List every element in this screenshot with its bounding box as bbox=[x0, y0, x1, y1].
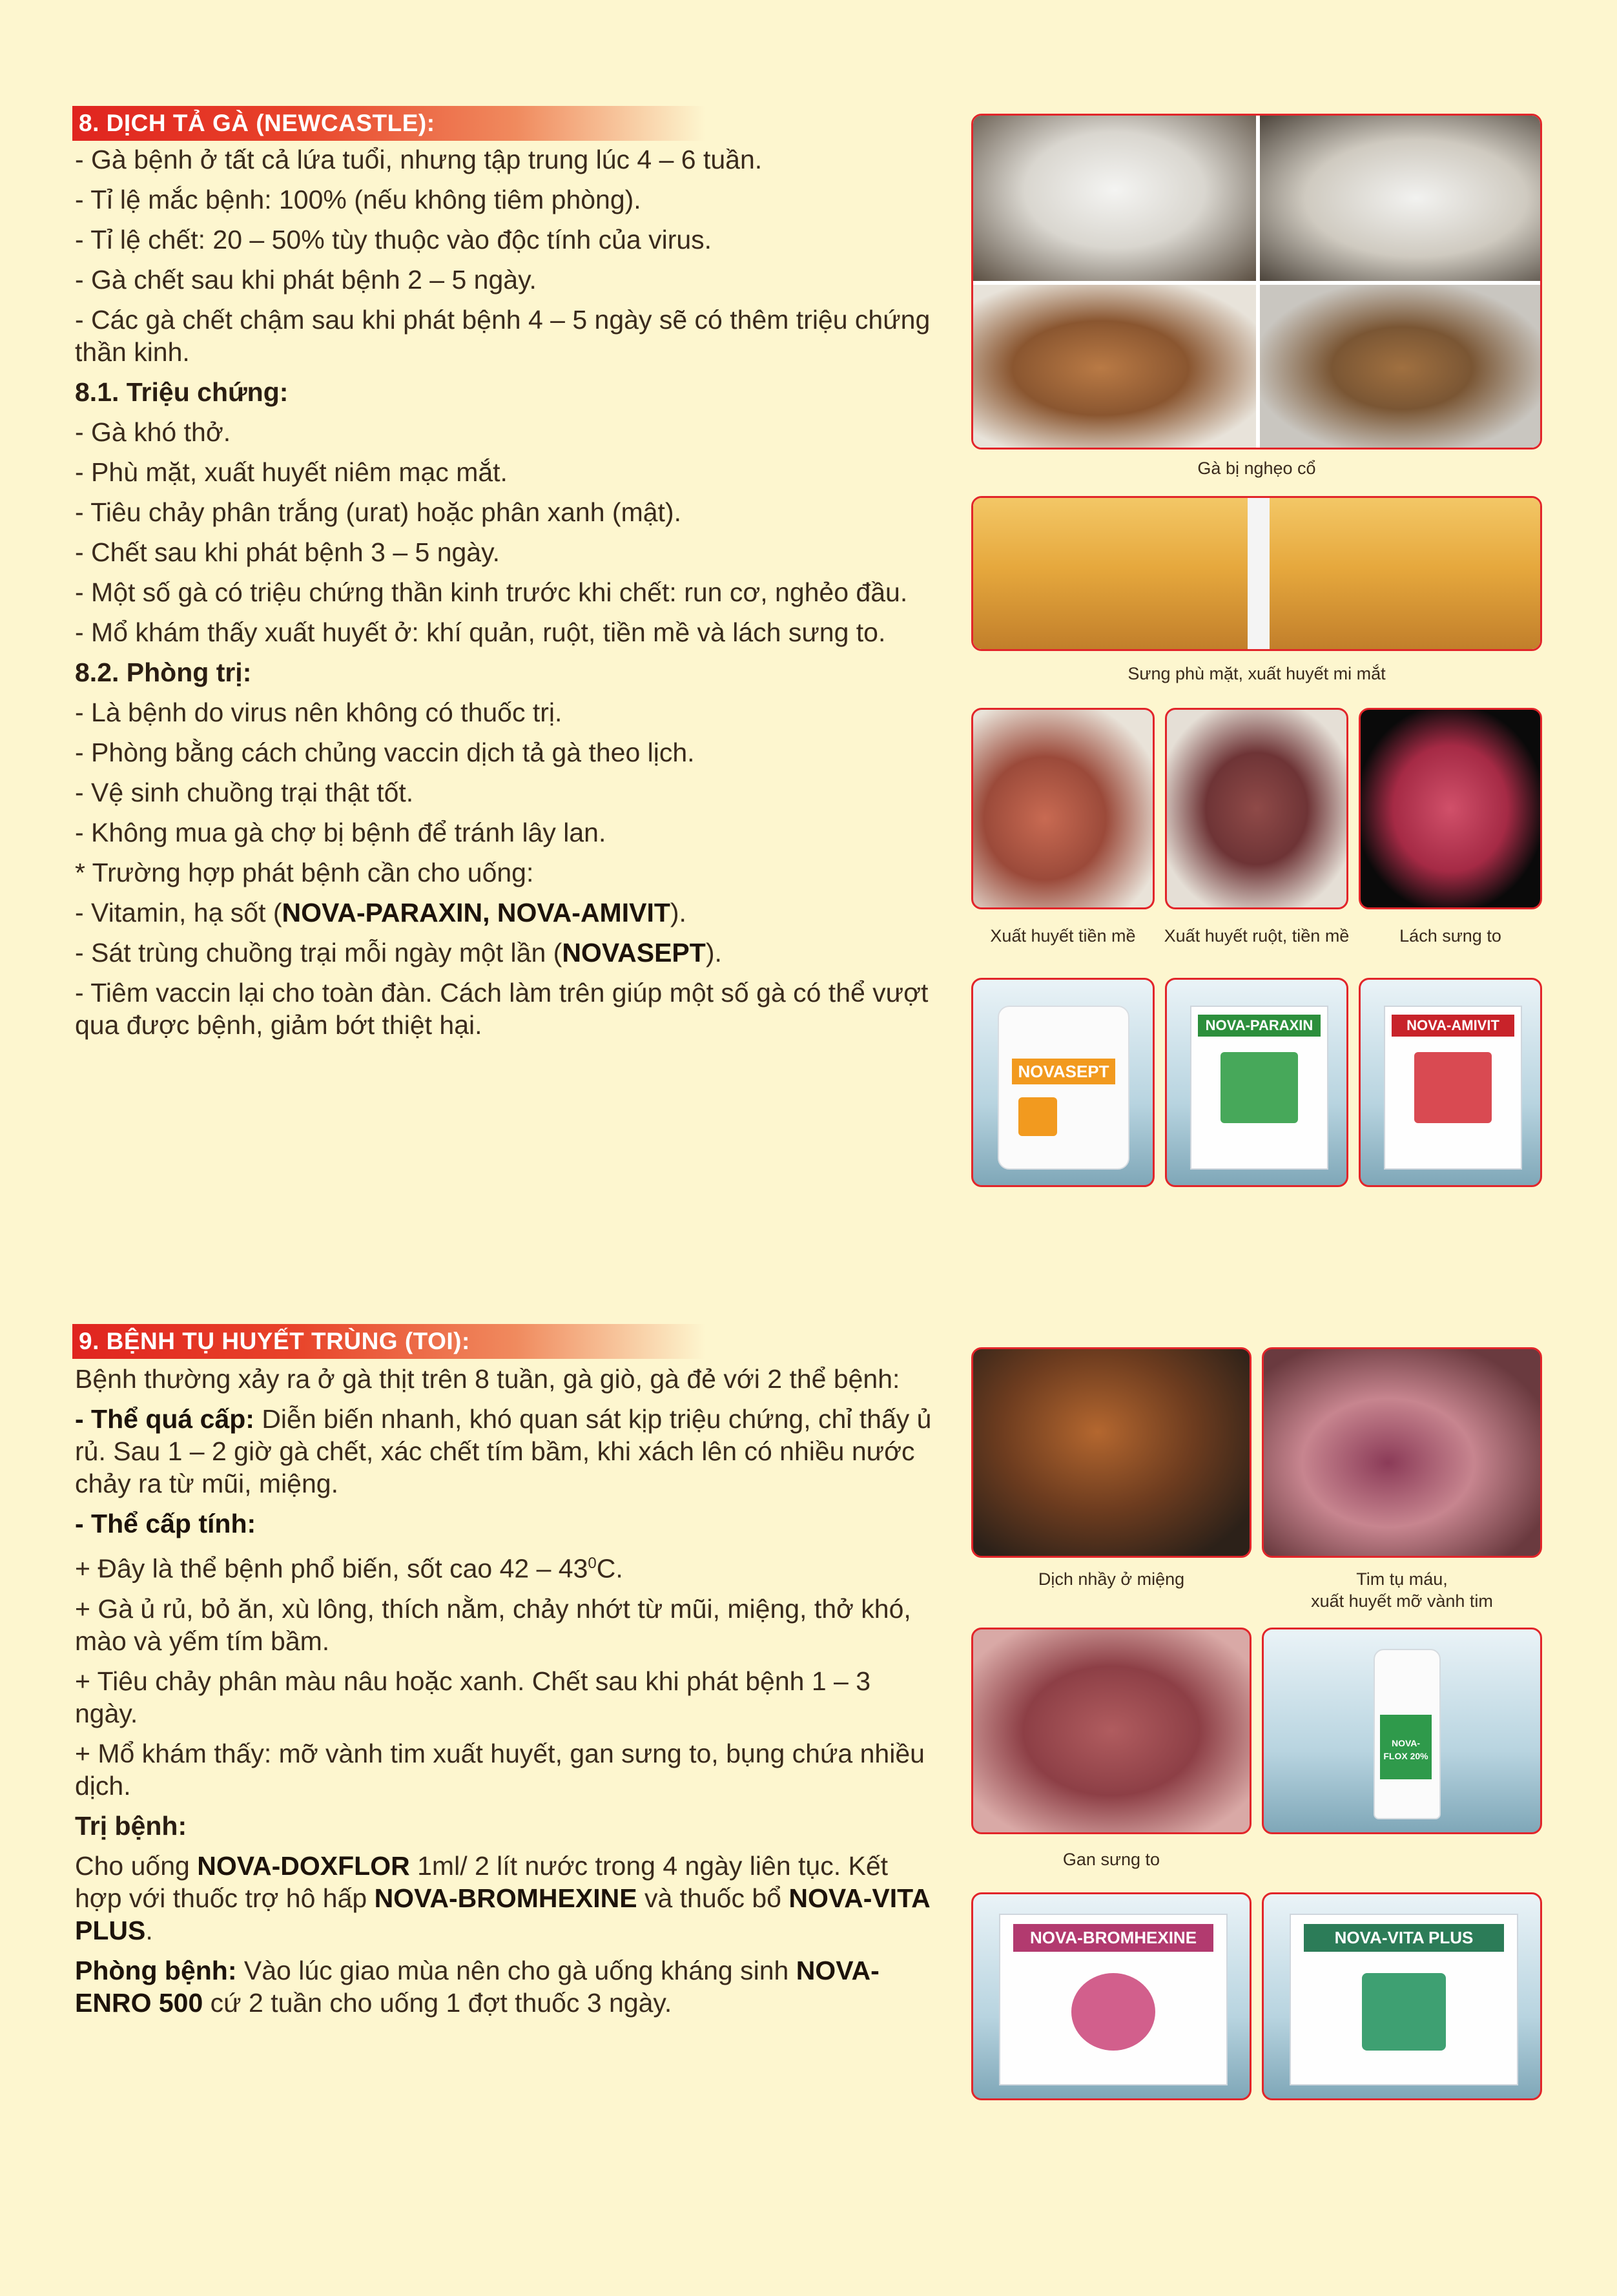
text-line bbox=[75, 1547, 934, 1585]
text-fragment: 1ml/ 2 lít nước trong 4 ngày liên tục. Kết hợp với thuốc trợ hô hấp bbox=[75, 1850, 889, 1913]
text-line: + Gà ủ rủ, bỏ ăn, xù lông, thích nằm, chảy nhớt từ mũi, miệng, thở khó, mào và yếm tím bầm. bbox=[75, 1593, 911, 1656]
product-name: NOVA-VITA PLUS bbox=[75, 1883, 930, 1945]
photo-swollen-face-b bbox=[1270, 498, 1542, 651]
product-nova-paraxin bbox=[1165, 978, 1348, 1187]
product-name: NOVA-DOXFLOR bbox=[197, 1850, 410, 1881]
text-line: - Gà bệnh ở tất cả lứa tuổi, nhưng tập trung lúc 4 – 6 tuần. bbox=[75, 145, 763, 174]
caption-face: Sưng phù mặt, xuất huyết mi mắt bbox=[1128, 664, 1386, 683]
text-line: - Vệ sinh chuồng trại thật tốt. bbox=[75, 778, 414, 807]
caption-intestine: Xuất huyết ruột, tiền mề bbox=[1164, 926, 1350, 946]
text-line: - Một số gà có triệu chứng thần kinh trước khi chết: run cơ, nghẻo đầu. bbox=[75, 577, 908, 607]
product-graphic bbox=[1414, 1052, 1492, 1123]
photo-white-hen-1 bbox=[973, 116, 1256, 281]
product-graphic bbox=[1220, 1052, 1298, 1123]
photo-heart bbox=[1262, 1347, 1542, 1558]
product-label: NOVA-FLOX 20% bbox=[1383, 1738, 1428, 1761]
section-9-title: 9. BỆNH TỤ HUYẾT TRÙNG (TOI): bbox=[72, 1324, 705, 1359]
text-line: - Tiêm vaccin lại cho toàn đàn. Cách làm trên giúp một số gà có thể vượt qua được bệnh, giảm bớt thiệt hại. bbox=[75, 978, 929, 1040]
text-subacute-label bbox=[75, 1507, 934, 1540]
product-graphic bbox=[1362, 1973, 1446, 2051]
product-sachet bbox=[1190, 1006, 1328, 1170]
text-line: - Gà khó thở. bbox=[75, 417, 231, 447]
label-acute: - Thể quá cấp: bbox=[75, 1404, 254, 1434]
text-fragment: Vào lúc giao mùa nên cho gà uống kháng sinh bbox=[236, 1955, 796, 1985]
text-line: - Chết sau khi phát bệnh 3 – 5 ngày. bbox=[75, 537, 500, 567]
product-nova-vita-plus bbox=[1262, 1892, 1542, 2100]
superscript-degree: 0 bbox=[588, 1555, 597, 1572]
product-sachet bbox=[1290, 1914, 1518, 2085]
text-line: - Phù mặt, xuất huyết niêm mạc mắt. bbox=[75, 457, 508, 487]
product-name: NOVA-PARAXIN, NOVA-AMIVIT bbox=[282, 898, 670, 927]
text-line: - Không mua gà chợ bị bệnh để tránh lây lan. bbox=[75, 818, 606, 847]
product-nova-amivit bbox=[1359, 978, 1542, 1187]
text-fragment: cứ 2 tuần cho uống 1 đợt thuốc 3 ngày. bbox=[203, 1987, 672, 2018]
caption-mouth: Dịch nhầy ở miệng bbox=[1038, 1569, 1185, 1589]
product-graphic bbox=[1018, 1097, 1057, 1136]
text-line: - Tỉ lệ mắc bệnh: 100% (nếu không tiêm phòng). bbox=[75, 185, 641, 214]
caption-neck: Gà bị nghẹo cổ bbox=[1197, 459, 1316, 478]
photo-white-hen-2 bbox=[1260, 116, 1542, 281]
subheading-symptoms: 8.1. Triệu chứng: bbox=[75, 377, 289, 407]
caption-liver: Gan sưng to bbox=[1062, 1850, 1160, 1869]
text-fragment: và thuốc bổ bbox=[637, 1883, 789, 1913]
text-fragment: ). bbox=[670, 898, 686, 927]
text-intro: Bệnh thường xảy ra ở gà thịt trên 8 tuần, gà giò, gà đẻ với 2 thể bệnh: bbox=[75, 1364, 900, 1394]
product-bottle bbox=[1374, 1649, 1441, 1819]
photo-mouth-mucus bbox=[971, 1347, 1251, 1558]
text-fragment: C. bbox=[596, 1553, 623, 1584]
text-fragment: + Đây là thể bệnh phổ biến, sốt cao 42 – 43 bbox=[75, 1553, 588, 1584]
product-novasept bbox=[971, 978, 1155, 1187]
text-line: - Tiêu chảy phân trắng (urat) hoặc phân xanh (mật). bbox=[75, 497, 681, 527]
text-fragment: - Sát trùng chuồng trại mỗi ngày một lần ( bbox=[75, 938, 562, 967]
product-sachet bbox=[1384, 1006, 1522, 1170]
product-label: NOVA-VITA PLUS bbox=[1304, 1924, 1504, 1952]
text-line: - Là bệnh do virus nên không có thuốc trị. bbox=[75, 698, 562, 727]
product-label: NOVASEPT bbox=[1018, 1062, 1109, 1081]
section-9-text bbox=[75, 1363, 934, 2027]
product-label-band bbox=[1380, 1715, 1432, 1779]
text-line: + Mổ khám thấy: mỡ vành tim xuất huyết, gan sưng to, bụng chứa nhiều dịch. bbox=[75, 1738, 925, 1801]
label-prevention: Phòng bệnh: bbox=[75, 1955, 237, 1985]
text-prevention bbox=[75, 1954, 934, 2019]
photo-frame-neck bbox=[971, 114, 1542, 450]
product-label-band bbox=[1012, 1059, 1115, 1084]
product-nova-bromhexine bbox=[971, 1892, 1251, 2100]
product-name: NOVA-BROMHEXINE bbox=[374, 1883, 637, 1913]
subheading-treatment: Trị bệnh: bbox=[75, 1810, 187, 1841]
photo-divider bbox=[1248, 498, 1270, 651]
text-fragment: - Vitamin, hạ sốt ( bbox=[75, 898, 282, 927]
photo-swollen-face-a bbox=[973, 498, 1248, 651]
text-line: - Gà chết sau khi phát bệnh 2 – 5 ngày. bbox=[75, 265, 537, 295]
caption-proventriculus: Xuất huyết tiền mề bbox=[990, 926, 1136, 946]
text-line: - Tỉ lệ chết: 20 – 50% tùy thuộc vào độc tính của virus. bbox=[75, 225, 712, 254]
text-fragment: ). bbox=[705, 938, 722, 967]
photo-brown-hen-2 bbox=[1260, 285, 1542, 450]
caption-heart-2: xuất huyết mỡ vành tim bbox=[1311, 1591, 1493, 1611]
product-name: NOVA-ENRO 500 bbox=[75, 1955, 880, 2018]
product-jug bbox=[998, 1006, 1129, 1170]
text-fragment: Cho uống bbox=[75, 1850, 198, 1881]
text-line: - Mổ khám thấy xuất huyết ở: khí quản, ruột, tiền mề và lách sưng to. bbox=[75, 617, 886, 647]
label-subacute: - Thể cấp tính: bbox=[75, 1509, 256, 1538]
text-fragment: . bbox=[145, 1915, 153, 1945]
photo-brown-hen-1 bbox=[973, 285, 1256, 450]
product-graphic bbox=[1071, 1973, 1155, 2051]
photo-intestine bbox=[1165, 708, 1348, 909]
caption-heart-1: Tim tụ máu, bbox=[1356, 1569, 1448, 1589]
product-label: NOVA-AMIVIT bbox=[1392, 1015, 1514, 1037]
text-line: * Trường hợp phát bệnh cần cho uống: bbox=[75, 858, 534, 887]
photo-liver bbox=[971, 1628, 1251, 1834]
subheading-prevention: 8.2. Phòng trị: bbox=[75, 657, 252, 687]
text-treatment bbox=[75, 1850, 934, 1947]
photo-proventriculus bbox=[971, 708, 1155, 909]
product-nova-flox bbox=[1262, 1628, 1542, 1834]
text-line bbox=[75, 936, 934, 969]
product-label: NOVA-BROMHEXINE bbox=[1013, 1924, 1213, 1952]
product-label: NOVA-PARAXIN bbox=[1198, 1015, 1321, 1037]
text-line: - Các gà chết chậm sau khi phát bệnh 4 – 5 ngày sẽ có thêm triệu chứng thần kinh. bbox=[75, 305, 931, 367]
photo-spleen bbox=[1359, 708, 1542, 909]
text-acute bbox=[75, 1403, 934, 1500]
caption-spleen: Lách sưng to bbox=[1399, 926, 1501, 946]
product-name: NOVASEPT bbox=[562, 938, 706, 967]
text-line: + Tiêu chảy phân màu nâu hoặc xanh. Chết sau khi phát bệnh 1 – 3 ngày. bbox=[75, 1666, 871, 1728]
section-8-text bbox=[75, 143, 934, 1049]
product-sachet bbox=[999, 1914, 1228, 2085]
text-fragment: Diễn biến nhanh, khó quan sát kịp triệu chứng, chỉ thấy ủ rủ. Sau 1 – 2 giờ gà chết, xác chết tím bầm, khi xách lên có nhiều nước chảy ra từ mũi, miệng. bbox=[75, 1404, 932, 1498]
section-8-title: 8. DỊCH TẢ GÀ (NEWCASTLE): bbox=[72, 106, 705, 141]
photo-frame-face bbox=[971, 496, 1542, 651]
text-line bbox=[75, 896, 934, 929]
text-line: - Phòng bằng cách chủng vaccin dịch tả gà theo lịch. bbox=[75, 738, 695, 767]
